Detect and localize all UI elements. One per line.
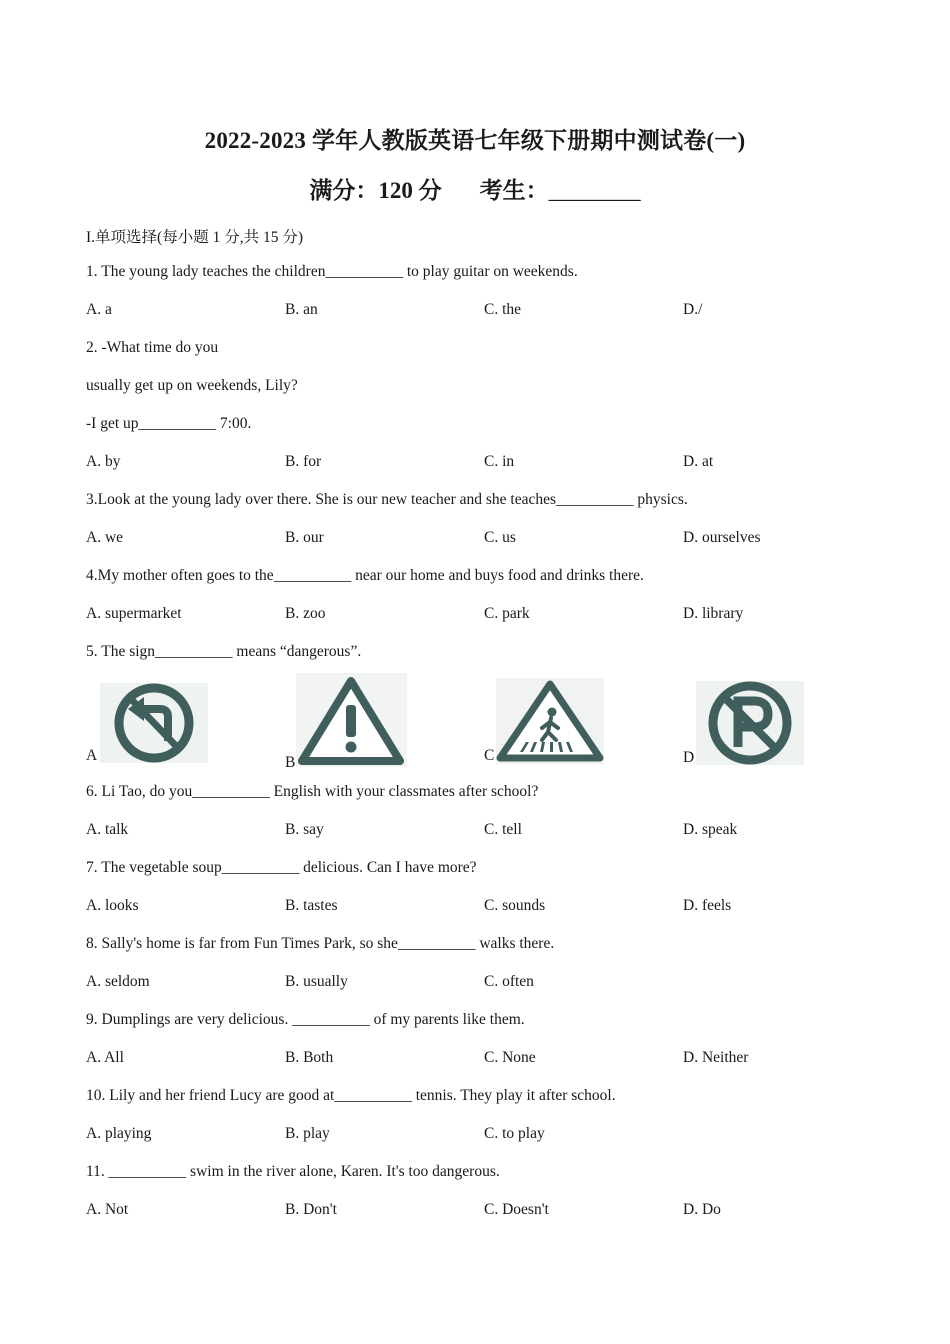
question-10: 10. Lily and her friend Lucy are good at__________ tennis. They play it after school.	[86, 1087, 616, 1104]
q2-option-d: D. at	[683, 453, 714, 470]
sign-label-c: C	[484, 747, 495, 764]
question-2-line-1: 2. -What time do you	[86, 339, 219, 356]
q1-option-c: C. the	[484, 301, 522, 318]
section-heading: I.单项选择(每小题 1 分,共 15 分)	[86, 229, 303, 246]
exam-title: 2022-2023 学年人教版英语七年级下册期中测试卷(一)	[204, 128, 746, 153]
sign-label-a: A	[86, 747, 98, 764]
q1-option-d: D./	[683, 301, 703, 318]
question-5: 5. The sign__________ means “dangerous”.	[86, 643, 362, 660]
pedestrian-crossing-icon	[496, 678, 604, 764]
question-2-line-3: -I get up__________ 7:00.	[86, 415, 252, 432]
q2-option-c: C. in	[484, 453, 515, 470]
q7-option-b: B. tastes	[285, 897, 338, 914]
q8-option-a: A. seldom	[86, 973, 150, 990]
q10-option-a: A. playing	[86, 1125, 152, 1142]
q9-option-a: A. All	[86, 1049, 124, 1066]
q6-option-b: B. say	[285, 821, 324, 838]
q9-option-b: B. Both	[285, 1049, 334, 1066]
q6-option-d: D. speak	[683, 821, 738, 838]
q7-option-d: D. feels	[683, 897, 732, 914]
question-1: 1. The young lady teaches the children__________ to play guitar on weekends.	[86, 263, 578, 280]
q6-option-a: A. talk	[86, 821, 129, 838]
q9-option-d: D. Neither	[683, 1049, 749, 1066]
question-3: 3.Look at the young lady over there. She is our new teacher and she teaches__________ physics.	[86, 491, 688, 508]
no-parking-icon	[696, 681, 804, 765]
q11-option-c: C. Doesn't	[484, 1201, 549, 1218]
q11-option-d: D. Do	[683, 1201, 721, 1218]
q3-option-b: B. our	[285, 529, 324, 546]
q4-option-c: C. park	[484, 605, 530, 622]
full-score: 满分：120 分	[309, 178, 442, 203]
q8-option-b: B. usually	[285, 973, 348, 990]
question-7: 7. The vegetable soup__________ delicious. Can I have more?	[86, 859, 477, 876]
warning-exclamation-icon	[296, 673, 407, 767]
q1-option-b: B. an	[285, 301, 318, 318]
q3-option-a: A. we	[86, 529, 124, 546]
q10-option-c: C. to play	[484, 1125, 545, 1142]
student-label: 考生：	[479, 178, 549, 203]
q7-option-a: A. looks	[86, 897, 139, 914]
q9-option-c: C. None	[484, 1049, 536, 1066]
q4-option-a: A. supermarket	[86, 605, 182, 622]
q1-option-a: A. a	[86, 301, 112, 318]
question-9: 9. Dumplings are very delicious. __________ of my parents like them.	[86, 1011, 525, 1028]
sign-label-b: B	[285, 754, 296, 771]
q2-option-b: B. for	[285, 453, 322, 470]
q4-option-d: D. library	[683, 605, 744, 622]
q6-option-c: C. tell	[484, 821, 522, 838]
question-6: 6. Li Tao, do you__________ English with your classmates after school?	[86, 783, 539, 800]
q10-option-b: B. play	[285, 1125, 330, 1142]
q2-option-a: A. by	[86, 453, 121, 470]
question-4: 4.My mother often goes to the__________ near our home and buys food and drinks there.	[86, 567, 644, 584]
q11-option-a: A. Not	[86, 1201, 129, 1218]
no-left-turn-icon	[100, 683, 208, 763]
q8-option-c: C. often	[484, 973, 534, 990]
sign-label-d: D	[683, 749, 695, 766]
q4-option-b: B. zoo	[285, 605, 326, 622]
q11-option-b: B. Don't	[285, 1201, 337, 1218]
question-2-line-2: usually get up on weekends, Lily?	[86, 377, 298, 394]
question-8: 8. Sally's home is far from Fun Times Park, so she__________ walks there.	[86, 935, 555, 952]
q7-option-c: C. sounds	[484, 897, 546, 914]
q3-option-d: D. ourselves	[683, 529, 761, 546]
student-name-blank: ________	[548, 178, 641, 203]
exam-subtitle	[0, 172, 950, 205]
question-11: 11. __________ swim in the river alone, Karen. It's too dangerous.	[86, 1163, 500, 1180]
q3-option-c: C. us	[484, 529, 516, 546]
